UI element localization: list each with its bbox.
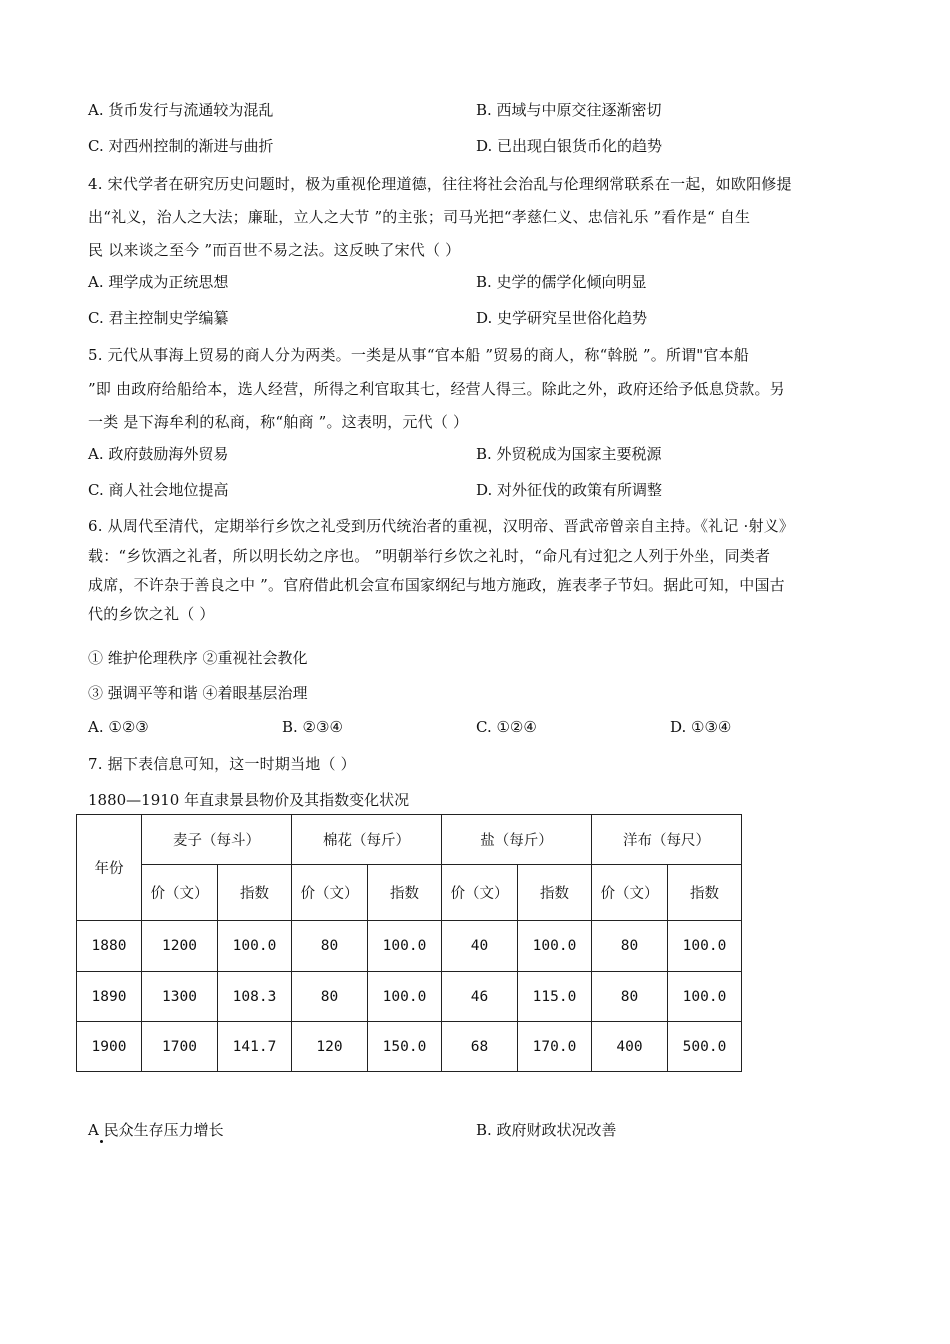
table-cell: 170.0 (518, 1022, 592, 1072)
year-header: 年份 (77, 815, 142, 921)
q4-option-b: B. 史学的儒学化倾向明显 (476, 273, 647, 291)
index-header: 指数 (218, 865, 292, 921)
table-cell: 80 (592, 921, 668, 972)
q6-stem-line-3: 成席，不许杂于善良之中 ”。官府借此机会宣布国家纲纪与地方施政，旌表孝子节妇。据此可知，中国古 (88, 576, 785, 594)
q5-option-c: C. 商人社会地位提高 (88, 481, 229, 499)
q3-option-c: C. 对西州控制的渐进与曲折 (88, 137, 274, 155)
table-cell: 141.7 (218, 1022, 292, 1072)
group-header-cloth: 洋布（每尺） (592, 815, 742, 865)
price-header: 价（文） (292, 865, 368, 921)
table-cell: 100.0 (368, 972, 442, 1022)
year-cell: 1880 (77, 921, 142, 972)
table-row (77, 921, 742, 972)
q6-option-c: C. ①②④ (476, 718, 537, 736)
index-header: 指数 (368, 865, 442, 921)
q4-option-c: C. 君主控制史学编纂 (88, 309, 229, 327)
q5-stem-line-3: 一类 是下海牟利的私商，称“舶商 ”。这表明，元代（ ） (88, 413, 469, 431)
q6-item-line-1: ① 维护伦理秩序 ②重视社会教化 (88, 649, 308, 667)
table-header-row-2 (77, 865, 742, 921)
table-cell: 500.0 (668, 1022, 742, 1072)
table-cell: 80 (292, 972, 368, 1022)
table-header-row-1 (77, 815, 742, 865)
stray-dot (100, 1140, 103, 1143)
q7-option-a: A 民众生存压力增长 (88, 1121, 224, 1139)
table-cell: 100.0 (518, 921, 592, 972)
table-cell: 80 (292, 921, 368, 972)
table-cell: 80 (592, 972, 668, 1022)
q5-stem-line-1: 5. 元代从事海上贸易的商人分为两类。一类是从事“官本船 ”贸易的商人，称“斡脱 ”。所谓"官本船 (88, 346, 749, 364)
q3-option-b: B. 西域与中原交往逐渐密切 (476, 101, 662, 119)
table-cell: 46 (442, 972, 518, 1022)
table-title: 1880—1910 年直隶景县物价及其指数变化状况 (88, 791, 410, 809)
q5-option-b: B. 外贸税成为国家主要税源 (476, 445, 662, 463)
year-cell: 1890 (77, 972, 142, 1022)
q6-option-a: A. ①②③ (88, 718, 149, 736)
table-row (77, 972, 742, 1022)
q6-stem-line-4: 代的乡饮之礼（ ） (88, 605, 215, 623)
group-header-cotton: 棉花（每斤） (292, 815, 442, 865)
q6-option-b: B. ②③④ (282, 718, 343, 736)
q5-option-d: D. 对外征伐的政策有所调整 (476, 481, 663, 499)
q7-option-b: B. 政府财政状况改善 (476, 1121, 617, 1139)
table-cell: 100.0 (368, 921, 442, 972)
q4-stem-line-3: 民 以来谈之至今 ”而百世不易之法。这反映了宋代（ ） (88, 241, 461, 259)
table-cell: 1200 (142, 921, 218, 972)
table-cell: 100.0 (668, 921, 742, 972)
year-cell: 1900 (77, 1022, 142, 1072)
q6-stem-line-2: 载：“乡饮酒之礼者，所以明长幼之序也。 ”明朝举行乡饮之礼时，“命凡有过犯之人列于外坐，同类者 (88, 547, 771, 565)
q4-stem-line-1: 4. 宋代学者在研究历史问题时，极为重视伦理道德，往往将社会治乱与伦理纲常联系在一起，如欧阳修提 (88, 175, 792, 193)
table-cell: 400 (592, 1022, 668, 1072)
index-header: 指数 (668, 865, 742, 921)
q6-option-d: D. ①③④ (670, 718, 732, 736)
table-cell: 120 (292, 1022, 368, 1072)
price-index-table (76, 814, 742, 1072)
table-cell: 1700 (142, 1022, 218, 1072)
table-cell: 68 (442, 1022, 518, 1072)
q5-option-a: A. 政府鼓励海外贸易 (88, 445, 229, 463)
q3-option-d: D. 已出现白银货币化的趋势 (476, 137, 663, 155)
table-cell: 100.0 (218, 921, 292, 972)
q5-stem-line-2: ”即 由政府给船给本，选人经营，所得之利官取其七，经营人得三。除此之外，政府还给予低息贷款。另 (88, 380, 785, 398)
table-cell: 100.0 (668, 972, 742, 1022)
group-header-wheat: 麦子（每斗） (142, 815, 292, 865)
table-cell: 40 (442, 921, 518, 972)
table-cell: 1300 (142, 972, 218, 1022)
q4-option-a: A. 理学成为正统思想 (88, 273, 229, 291)
price-header: 价（文） (592, 865, 668, 921)
price-header: 价（文） (142, 865, 218, 921)
index-header: 指数 (518, 865, 592, 921)
table-cell: 108.3 (218, 972, 292, 1022)
table-cell: 150.0 (368, 1022, 442, 1072)
q6-item-line-2: ③ 强调平等和谐 ④着眼基层治理 (88, 684, 308, 702)
q4-stem-line-2: 出“礼义，治人之大法；廉耻，立人之大节 ”的主张；司马光把“孝慈仁义、忠信礼乐 ”看作是“ 自生 (88, 208, 751, 226)
table-cell: 115.0 (518, 972, 592, 1022)
price-header: 价（文） (442, 865, 518, 921)
q4-option-d: D. 史学研究呈世俗化趋势 (476, 309, 648, 327)
table-row (77, 1022, 742, 1072)
group-header-salt: 盐（每斤） (442, 815, 592, 865)
q6-stem-line-1: 6. 从周代至清代，定期举行乡饮之礼受到历代统治者的重视，汉明帝、晋武帝曾亲自主持。《礼记 ·射义》 (88, 517, 795, 535)
q7-stem: 7. 据下表信息可知，这一时期当地（ ） (88, 755, 356, 773)
q3-option-a: A. 货币发行与流通较为混乱 (88, 101, 274, 119)
